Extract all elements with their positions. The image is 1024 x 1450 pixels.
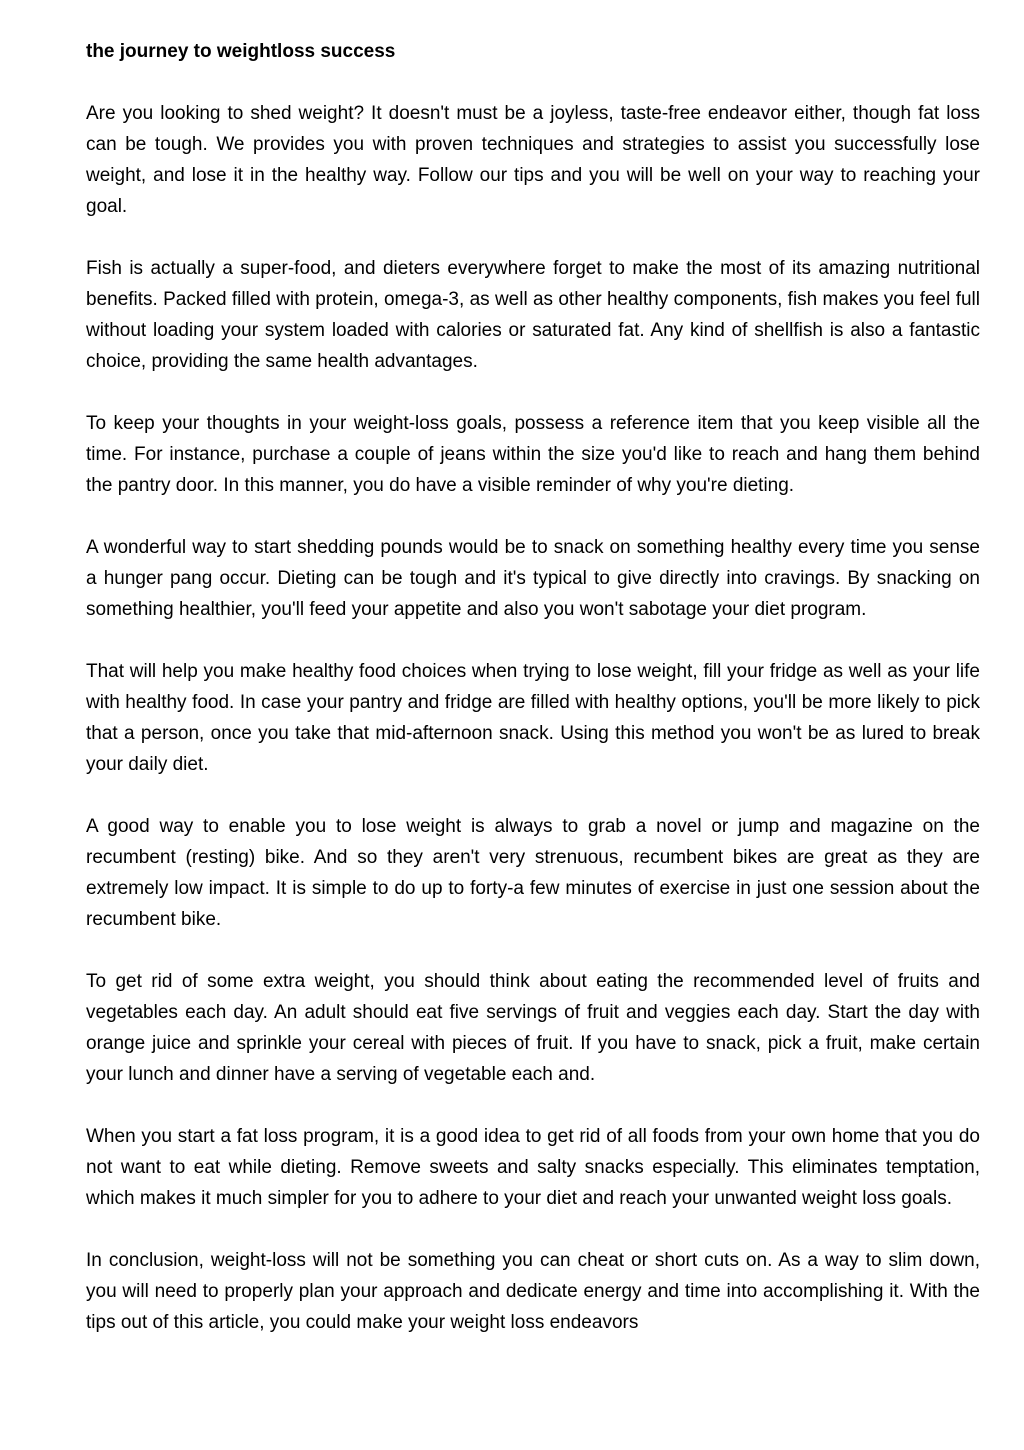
document-title: the journey to weightloss success (86, 41, 396, 62)
paragraph-9: In conclusion, weight-loss will not be something you can cheat or short cuts on. As a way to slim down, you will need to properly plan your approach and dedicate energy and time into accomplishing it. With the tips out of this article, you could make your weight loss endeavors (86, 1250, 980, 1333)
document-page (86, 36, 980, 1369)
paragraph-3: To keep your thoughts in your weight-loss goals, possess a reference item that you keep visible all the time. For instance, purchase a couple of jeans within the size you'd like to reach and hang them behind the pantry door. In this manner, you do have a visible reminder of why you're dieting. (86, 413, 980, 496)
paragraph-2: Fish is actually a super-food, and dieters everywhere forget to make the most of its amazing nutritional benefits. Packed filled with protein, omega-3, as well as other healthy components, fish makes you feel full without loading your system loaded with calories or saturated fat. Any kind of shellfish is also a fantastic choice, providing the same health advantages. (86, 258, 980, 372)
paragraph-7: To get rid of some extra weight, you should think about eating the recommended level of fruits and vegetables each day. An adult should eat five servings of fruit and veggies each day. Start the day with orange juice and sprinkle your cereal with pieces of fruit. If you have to snack, pick a fruit, make certain your lunch and dinner have a serving of vegetable each and. (86, 971, 980, 1085)
paragraph-1: Are you looking to shed weight? It doesn't must be a joyless, taste-free endeavor either, though fat loss can be tough. We provides you with proven techniques and strategies to assist you successfully lose weight, and lose it in the healthy way. Follow our tips and you will be well on your way to reaching your goal. (86, 103, 980, 217)
paragraph-5: That will help you make healthy food choices when trying to lose weight, fill your fridge as well as your life with healthy food. In case your pantry and fridge are filled with healthy options, you'll be more likely to pick that a person, once you take that mid-afternoon snack. Using this method you won't be as lured to break your daily diet. (86, 661, 980, 775)
paragraph-4: A wonderful way to start shedding pounds would be to snack on something healthy every time you sense a hunger pang occur. Dieting can be tough and it's typical to give directly into cravings. By snacking on something healthier, you'll feed your appetite and also you won't sabotage your diet program. (86, 537, 980, 620)
paragraph-8: When you start a fat loss program, it is a good idea to get rid of all foods from your own home that you do not want to eat while dieting. Remove sweets and salty snacks especially. This eliminates temptation, which makes it much simpler for you to adhere to your diet and reach your unwanted weight loss goals. (86, 1126, 980, 1209)
paragraph-6: A good way to enable you to lose weight is always to grab a novel or jump and magazine on the recumbent (resting) bike. And so they aren't very strenuous, recumbent bikes are great as they are extremely low impact. It is simple to do up to forty-a few minutes of exercise in just one session about the recumbent bike. (86, 816, 980, 930)
